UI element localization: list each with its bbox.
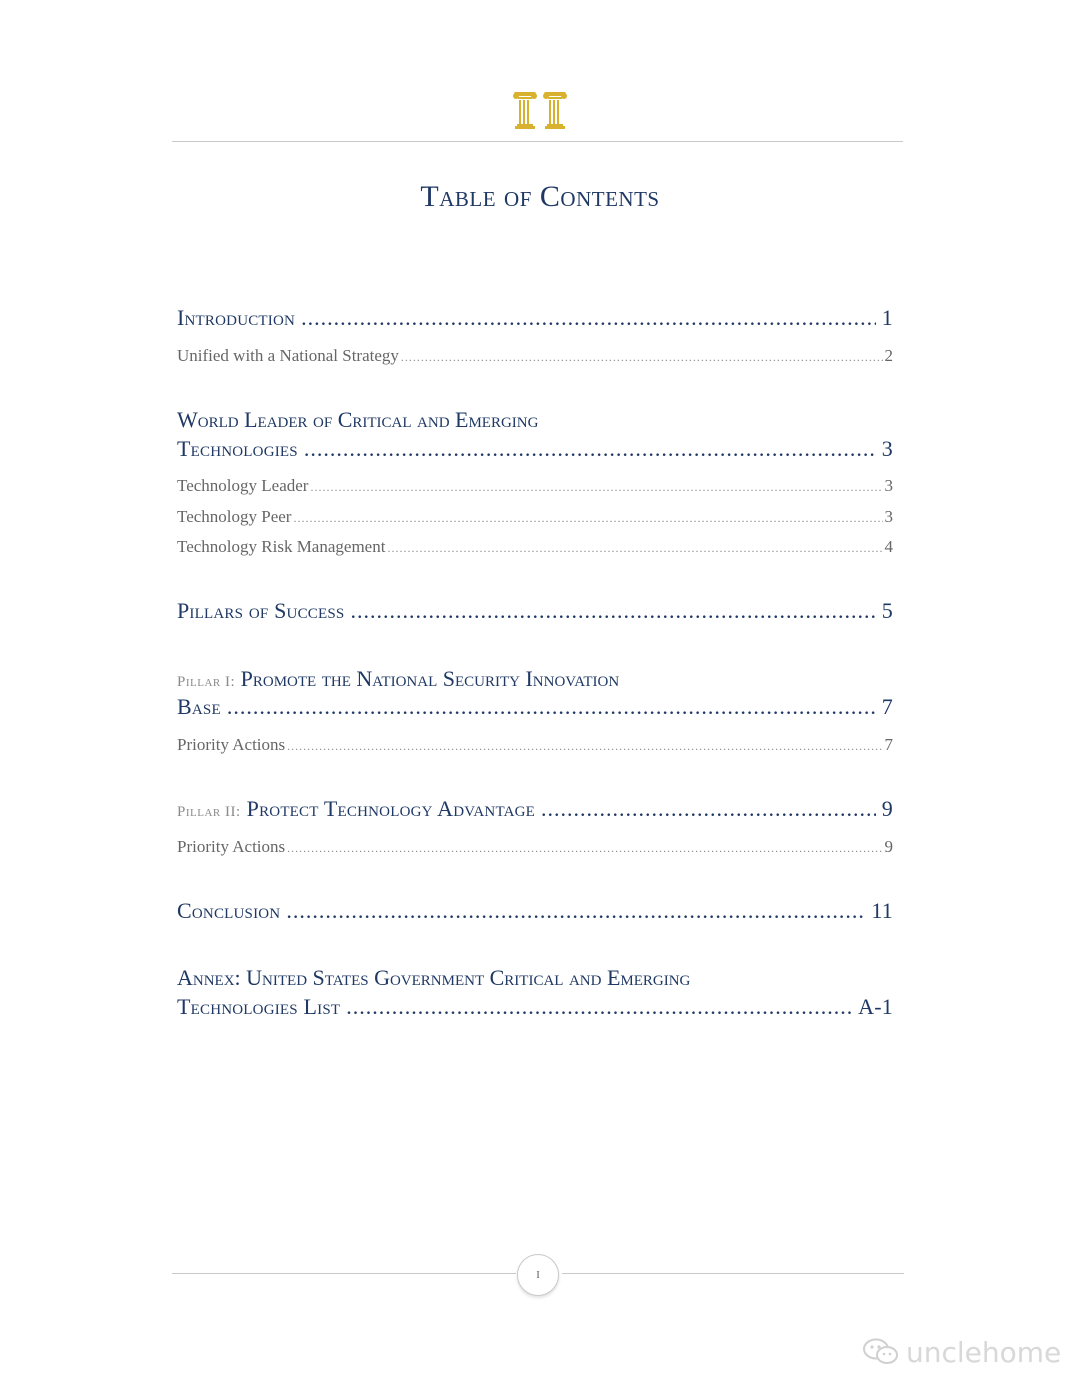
toc-subentry-label: Technology Risk Management xyxy=(177,537,386,556)
toc-entry-label: Base xyxy=(177,694,221,719)
toc-entry-world-leader[interactable] xyxy=(177,436,893,462)
watermark xyxy=(862,1335,1061,1369)
toc-page-number: 9 xyxy=(884,837,893,856)
toc-entry-label: Technologies List xyxy=(177,994,341,1019)
wechat-icon xyxy=(862,1337,900,1367)
toc-entry-pillars-of-success[interactable] xyxy=(177,598,893,624)
toc-page-number: 2 xyxy=(884,346,893,365)
dot-leader xyxy=(350,598,875,624)
toc-page-number: 3 xyxy=(884,507,893,526)
toc-page-number: 7 xyxy=(881,694,893,719)
toc-subentry-label: Priority Actions xyxy=(177,837,286,856)
dot-leader xyxy=(227,694,876,720)
toc-subentry-priority-actions[interactable] xyxy=(177,837,893,857)
dot-leader xyxy=(304,436,876,462)
dot-leader xyxy=(286,898,865,924)
toc-subentry-label: Unified with a National Strategy xyxy=(177,346,399,365)
dot-leader xyxy=(301,305,876,331)
pillar-prefix: Pillar I: xyxy=(177,674,236,690)
toc-subentry-technology-peer[interactable] xyxy=(177,507,893,527)
dot-leader xyxy=(287,841,882,856)
toc-entry-annex[interactable] xyxy=(177,994,893,1020)
dot-leader xyxy=(346,994,852,1020)
toc-page-number: 7 xyxy=(884,735,893,754)
toc-entry-world-leader-line1[interactable]: World Leader of Critical and Emerging xyxy=(177,407,539,432)
pillars-icon xyxy=(512,90,568,130)
toc-page-number: 3 xyxy=(881,436,893,461)
toc-entry-annex-line1[interactable]: Annex: United States Government Critical and Emerging xyxy=(177,965,691,990)
dot-leader xyxy=(387,541,882,556)
dot-leader xyxy=(293,511,882,526)
toc-page-number: 1 xyxy=(881,305,893,330)
toc-entry-introduction[interactable] xyxy=(177,305,893,331)
header-divider xyxy=(172,141,903,142)
pillar-prefix: Pillar II: xyxy=(177,804,241,820)
page-number-badge xyxy=(517,1254,559,1296)
toc-subentry-priority-actions[interactable] xyxy=(177,735,893,755)
toc-page-number: 3 xyxy=(884,476,893,495)
watermark-text: unclehome xyxy=(906,1335,1062,1369)
toc-subentry-technology-leader[interactable] xyxy=(177,476,893,496)
toc-entry-conclusion[interactable] xyxy=(177,898,893,924)
toc-page-number: 9 xyxy=(881,796,893,821)
toc-entry-label: Pillars of Success xyxy=(177,598,345,623)
footer-divider-right xyxy=(562,1273,904,1274)
dot-leader xyxy=(310,480,882,495)
page-number: i xyxy=(536,1267,540,1282)
page-title: Table of Contents xyxy=(420,180,660,213)
toc-subentry-label: Technology Peer xyxy=(177,507,292,526)
toc-entry-label: Protect Technology Advantage xyxy=(246,796,536,821)
toc-subentry-label: Technology Leader xyxy=(177,476,309,495)
toc-subentry-label: Priority Actions xyxy=(177,735,286,754)
footer-divider-left xyxy=(172,1273,516,1274)
toc-entry-label: Technologies xyxy=(177,436,298,461)
toc-page-number: 4 xyxy=(884,537,893,556)
toc-subentry-unified[interactable] xyxy=(177,346,893,366)
toc-page-number: 11 xyxy=(871,898,893,923)
dot-leader xyxy=(541,796,876,822)
toc-entry-pillar-1-line1[interactable] xyxy=(177,666,619,692)
toc-entry-label: Conclusion xyxy=(177,898,281,923)
toc-page-number: 5 xyxy=(881,598,893,623)
toc-entry-label: Introduction xyxy=(177,305,296,330)
toc-page-number: A-1 xyxy=(858,994,893,1019)
dot-leader xyxy=(401,350,883,365)
toc-subentry-risk-management[interactable] xyxy=(177,537,893,557)
dot-leader xyxy=(287,739,882,754)
toc-entry-pillar-1[interactable] xyxy=(177,694,893,720)
toc-entry-label: Promote the National Security Innovation xyxy=(240,666,620,691)
toc-entry-pillar-2[interactable] xyxy=(177,796,893,822)
